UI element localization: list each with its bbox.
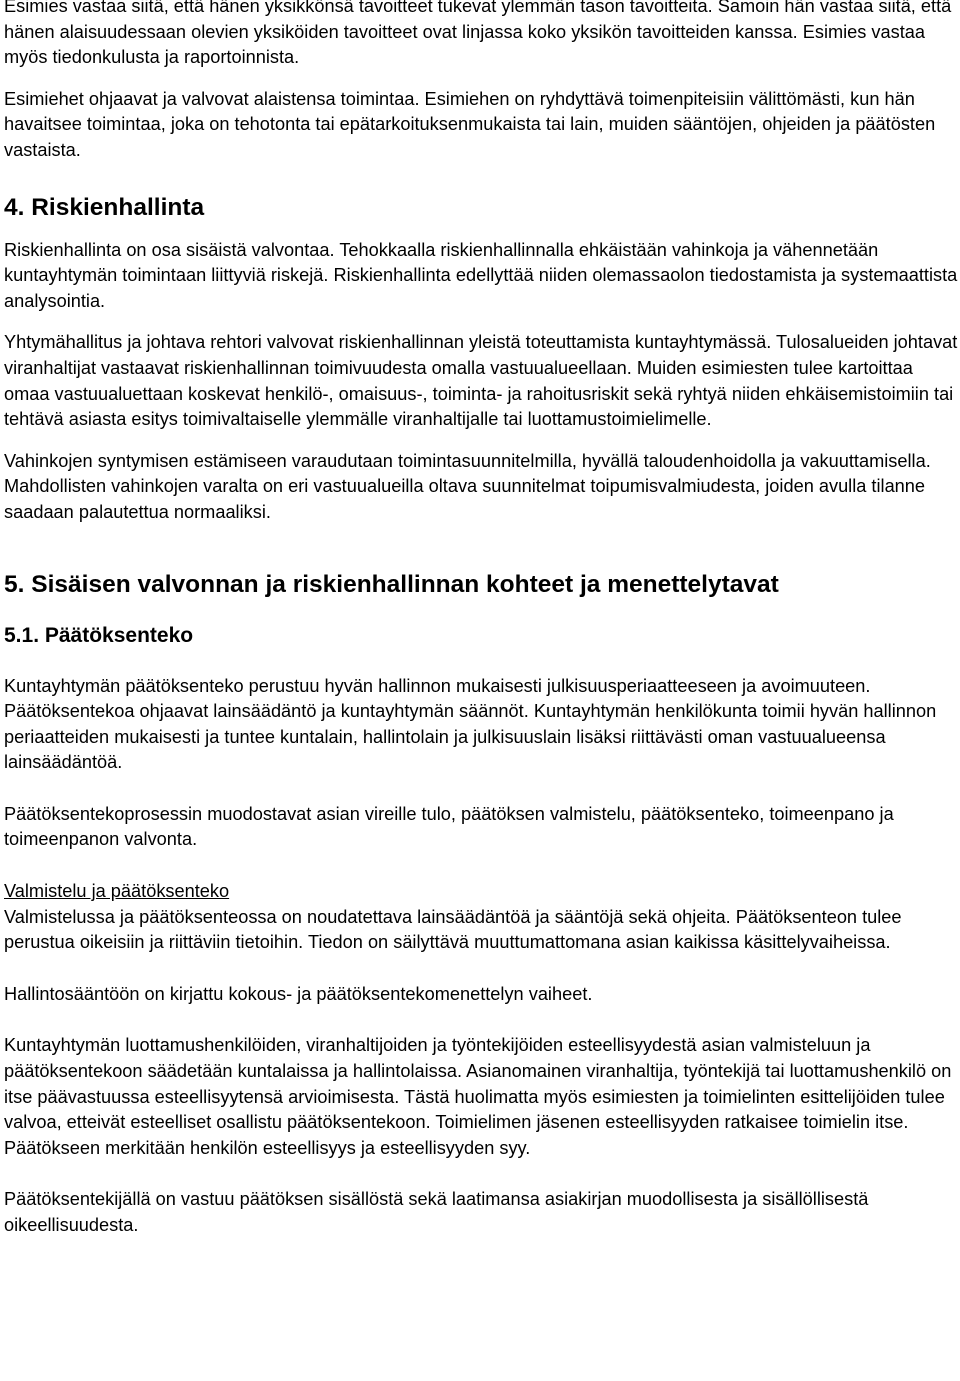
paragraph-yhtymahallitus: Yhtymähallitus ja johtava rehtori valvovat riskienhallinnan yleistä toteuttamista kuntayhtymässä. Tulosalueiden johtavat viranhaltijat vastaavat riskienhallinnan toimivuudesta omalla vastuualueellaan. Muiden esimiesten tulee kartoittaa omaa vastuualuettaan koskevat henkilö-, omaisuus-, toiminta- ja rahoitusriskit sekä ryhtyä niiden ehkäisemistoimiin tai tehtävä asiasta esitys toimivaltaiselle ylemmälle viranhaltijalle tai luottamustoimielimelle. [4,332,958,430]
subheading-valmistelu-ja-paatoksenteko: Valmistelu ja päätöksenteko [4,881,230,902]
paragraph-riskienhallinta-sisainen: Riskienhallinta on osa sisäistä valvontaa. Tehokkaalla riskienhallinnalla ehkäistään vahinkoja ja vähennetään kuntayhtymän toimintaan liittyviä riskejä. Riskienhallinta edellyttää niiden olemassaolon tiedostamista ja systemaattista analysointia. [4,239,958,311]
paragraph-esimies-tavoitteet: Esimies vastaa siitä, että hänen yksikkönsä tavoitteet tukevat ylemmän tason tavoitteita. Samoin hän vastaa siitä, että hänen alaisuudessaan olevien yksiköiden tavoitteet ovat linjassa koko yksikön tavoitteiden kanssa. Esimies vastaa myös tiedonkulusta ja raportoinnista. [4,0,952,68]
paragraph-esteellisyys: Kuntayhtymän luottamushenkilöiden, viranhaltijoiden ja työntekijöiden esteellisyydestä asian valmisteluun ja päätöksentekoon säädetään kuntalaissa ja hallintolaissa. Asianomainen viranhaltija, työntekijä tai luottamushenkilö on itse päävastuussa esteellisyytensä arvioimisesta. Tästä huolimatta myös esimiesten ja toimielinten esittelijöiden tulee valvoa, etteivät esteelliset osallistu päätöksentekoon. Toimielimen jäsenen esteellisyyden ratkaisee toimielin itse. Päätökseen merkitään henkilön esteellisyys ja esteellisyyden syy. [4,1035,952,1158]
paragraph-paatoksenteko-perustuu: Kuntayhtymän päätöksenteko perustuu hyvän hallinnon mukaisesti julkisuusperiaatteeseen ja avoimuuteen. Päätöksentekoa ohjaavat lainsäädäntö ja kuntayhtymän säännöt. Kuntayhtymän henkilökunta toimii hyvän hallinnon periaatteiden mukaisesti ja tuntee kuntalain, hallintolain ja julkisuuslain lisäksi riittävästi oman vastuualueensa lainsäädäntöä. [4,675,937,773]
paragraph-esimiehet-valvovat: Esimiehet ohjaavat ja valvovat alaistensa toimintaa. Esimiehen on ryhdyttävä toimenpiteisiin välittömästi, kun hän havaitsee toimintaa, joka on tehotonta tai epätarkoituksenmukaista tai lain, muiden sääntöjen, ohjeiden ja päätösten vastaista. [4,88,936,160]
heading-kohteet-ja-menettelytavat: 5. Sisäisen valvonnan ja riskienhallinnan kohteet ja menettelytavat [4,570,779,598]
paragraph-paatoksentekijan-vastuu: Päätöksentekijällä on vastuu päätöksen sisällöstä sekä laatimansa asiakirjan muodollisesta ja sisällöllisestä oikeellisuudesta. [4,1189,869,1235]
heading-riskienhallinta: 4. Riskienhallinta [4,193,205,221]
paragraph-hallintosaanto: Hallintosääntöön on kirjattu kokous- ja päätöksentekomenettelyn vaiheet. [4,983,593,1004]
paragraph-valmistelu: Valmistelussa ja päätöksenteossa on noudatettava lainsäädäntöä ja sääntöjä sekä ohjeita. Päätöksenteon tulee perustua oikeisiin ja riittäviin tietoihin. Tiedon on säilyttävä muuttumattomana asian kaikissa käsittelyvaiheissa. [4,906,902,953]
document-page [4,0,960,1239]
paragraph-paatoksentekoprosessi: Päätöksentekoprosessin muodostavat asian vireille tulo, päätöksen valmistelu, päätöksenteko, toimeenpano ja toimeenpanon valvonta. [4,803,894,850]
heading-paatoksenteko: 5.1. Päätöksenteko [4,623,194,647]
paragraph-vahinkojen-estaminen: Vahinkojen syntymisen estämiseen varaudutaan toimintasuunnitelmilla, hyvällä taloudenhoidolla ja vakuuttamisella. Mahdollisten vahinkojen varalta on eri vastuualueilla oltava suunnitelmat toipumisvalmiudesta, joiden avulla tilanne saadaan palautettua normaaliksi. [4,450,931,522]
